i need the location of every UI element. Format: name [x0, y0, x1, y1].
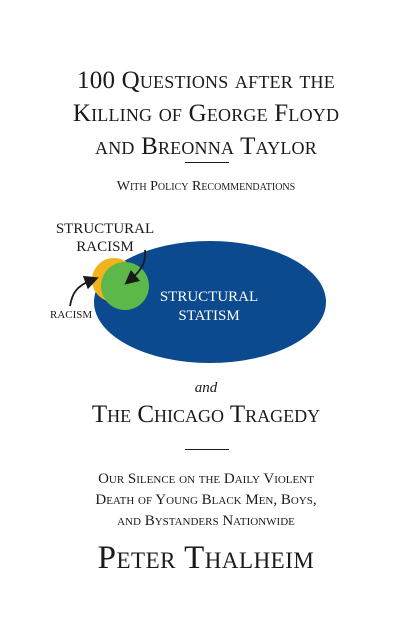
structural-statism-label: [150, 288, 268, 326]
description: [0, 469, 412, 532]
structural-racism-label: [50, 220, 160, 256]
description-line-3: and Bystanders Nationwide: [117, 513, 295, 529]
author-name: Peter Thalheim: [97, 540, 315, 576]
structural-statism-label-line-2: STATISM: [178, 308, 240, 324]
book-title: [0, 64, 412, 163]
structural-racism-label-line-1: STRUCTURAL: [55, 221, 155, 237]
structural-racism-label-line-2: RACISM: [76, 239, 134, 255]
title-line-2: Killing of George Floyd: [72, 100, 340, 127]
connector-word: and: [194, 380, 218, 396]
description-line-1: Our Silence on the Daily Violent: [98, 471, 314, 487]
second-title-divider: [185, 449, 229, 450]
venn-diagram: [0, 210, 412, 380]
structural-racism-circle: [101, 262, 149, 310]
title-line-1: 100 Questions after the: [77, 67, 335, 94]
description-line-2: Death of Young Black Men, Boys,: [95, 492, 317, 508]
structural-statism-label-line-1: STRUCTURAL: [159, 289, 259, 305]
arrow-to-racism-icon: [70, 280, 92, 306]
title-divider: [185, 162, 229, 163]
second-title: The Chicago Tragedy: [91, 401, 321, 428]
book-subtitle: With Policy Recommendations: [116, 179, 296, 194]
title-line-3: and Breonna Taylor: [95, 133, 317, 160]
racism-label: RACISM: [50, 309, 93, 321]
